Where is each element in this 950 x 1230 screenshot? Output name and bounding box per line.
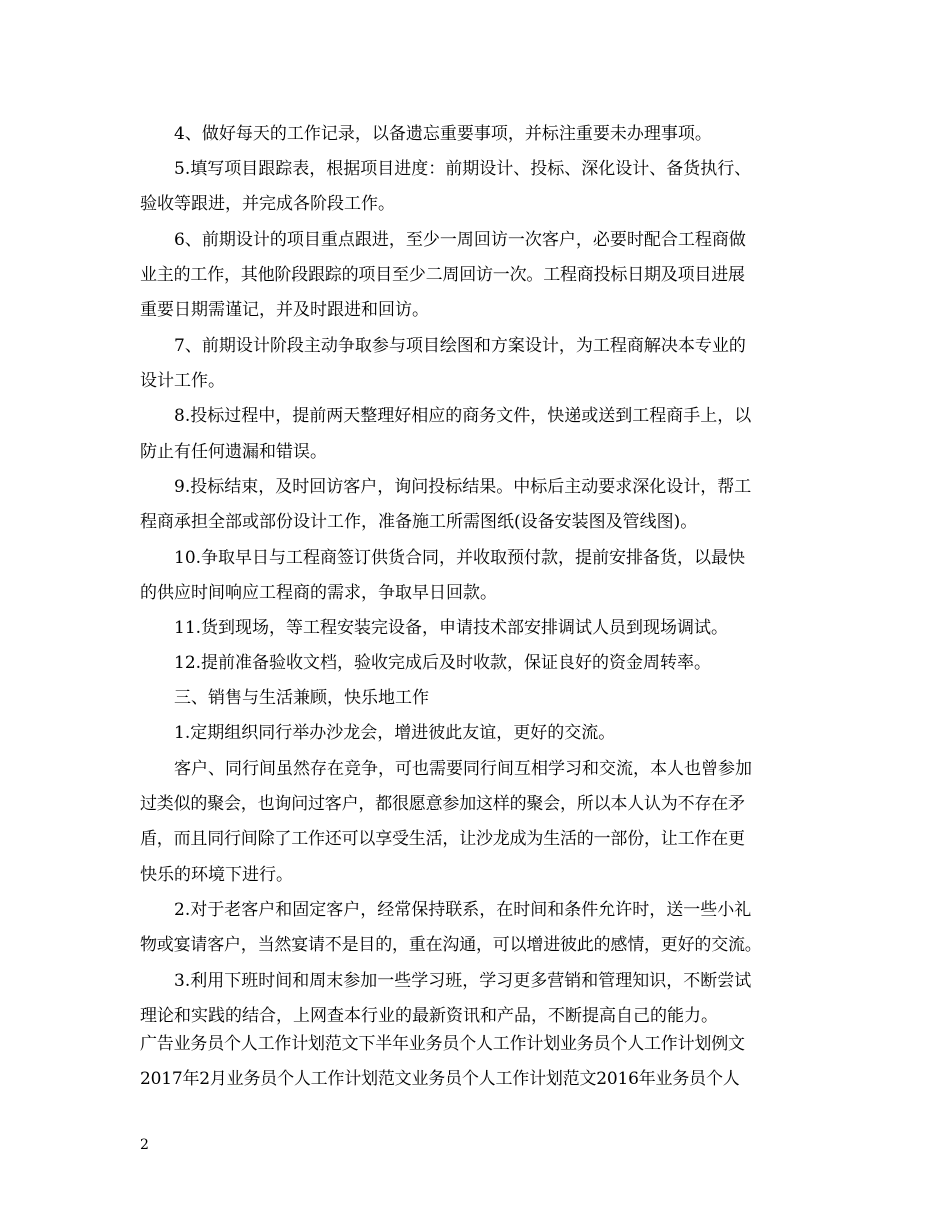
paragraph-line: 12.提前准备验收文档，验收完成后及时收款，保证良好的资金周转率。 [174, 653, 712, 673]
paragraph-line: 5.填写项目跟踪表，根据项目进度：前期设计、投标、深化设计、备货执行、 [174, 159, 752, 179]
paragraph-line: 7、前期设计阶段主动争取参与项目绘图和方案设计，为工程商解决本专业的 [174, 336, 746, 356]
paragraph-line: 盾，而且同行间除了工作还可以享受生活，让沙龙成为生活的一部份，让工作在更 [140, 829, 745, 849]
section-heading: 三、销售与生活兼顾，快乐地工作 [174, 688, 429, 708]
paragraph-line: 快乐的环境下进行。 [140, 865, 293, 885]
paragraph-line: 6、前期设计的项目重点跟进，至少一周回访一次客户，必要时配合工程商做 [174, 230, 746, 250]
paragraph-line: 8.投标过程中，提前两天整理好相应的商务文件，快递或送到工程商手上，以 [174, 406, 752, 426]
paragraph-line: 9.投标结束，及时回访客户，询问投标结果。中标后主动要求深化设计，帮工 [174, 477, 752, 497]
paragraph-line: 客户、同行间虽然存在竞争，可也需要同行间互相学习和交流，本人也曾参加 [174, 759, 752, 779]
paragraph-line: 设计工作。 [140, 371, 225, 391]
paragraph-line: 3.利用下班时间和周末参加一些学习班，学习更多营销和管理知识，不断尝试 [174, 971, 752, 991]
paragraph-line: 理论和实践的结合，上网查本行业的最新资讯和产品，不断提高自己的能力。 [140, 1006, 718, 1026]
paragraph-line: 重要日期需谨记，并及时跟进和回访。 [140, 300, 429, 320]
paragraph-line: 4、做好每天的工作记录，以备遗忘重要事项，并标注重要未办理事项。 [174, 124, 712, 144]
paragraph-line: 过类似的聚会，也询问过客户，都很愿意参加这样的聚会，所以本人认为不存在矛 [140, 794, 745, 814]
paragraph-line: 10.争取早日与工程商签订供货合同，并收取预付款，提前安排备货，以最快 [174, 548, 746, 568]
paragraph-line: 物或宴请客户，当然宴请不是目的，重在沟通，可以增进彼此的感情，更好的交流。 [140, 935, 762, 955]
related-links-line: 2017年2月业务员个人工作计划范文业务员个人工作计划范文2016年业务员个人 [140, 1069, 740, 1089]
paragraph-line: 11.货到现场，等工程安装完设备，申请技术部安排调试人员到现场调试。 [174, 618, 729, 638]
page-number: 2 [140, 1137, 149, 1153]
paragraph-line: 防止有任何遗漏和错误。 [140, 442, 327, 462]
paragraph-line: 2.对于老客户和固定客户，经常保持联系，在时间和条件允许时，送一些小礼 [174, 900, 752, 920]
paragraph-line: 的供应时间响应工程商的需求，争取早日回款。 [140, 583, 497, 603]
paragraph-line: 1.定期组织同行举办沙龙会，增进彼此友谊，更好的交流。 [174, 723, 616, 743]
related-links-line: 广告业务员个人工作计划范文下半年业务员个人工作计划业务员个人工作计划例文 [140, 1034, 745, 1054]
paragraph-line: 程商承担全部或部份设计工作，准备施工所需图纸(设备安装图及管线图)。 [140, 512, 698, 532]
paragraph-line: 验收等跟进，并完成各阶段工作。 [140, 194, 395, 214]
paragraph-line: 业主的工作，其他阶段跟踪的项目至少二周回访一次。工程商投标日期及项目进展 [140, 265, 745, 285]
